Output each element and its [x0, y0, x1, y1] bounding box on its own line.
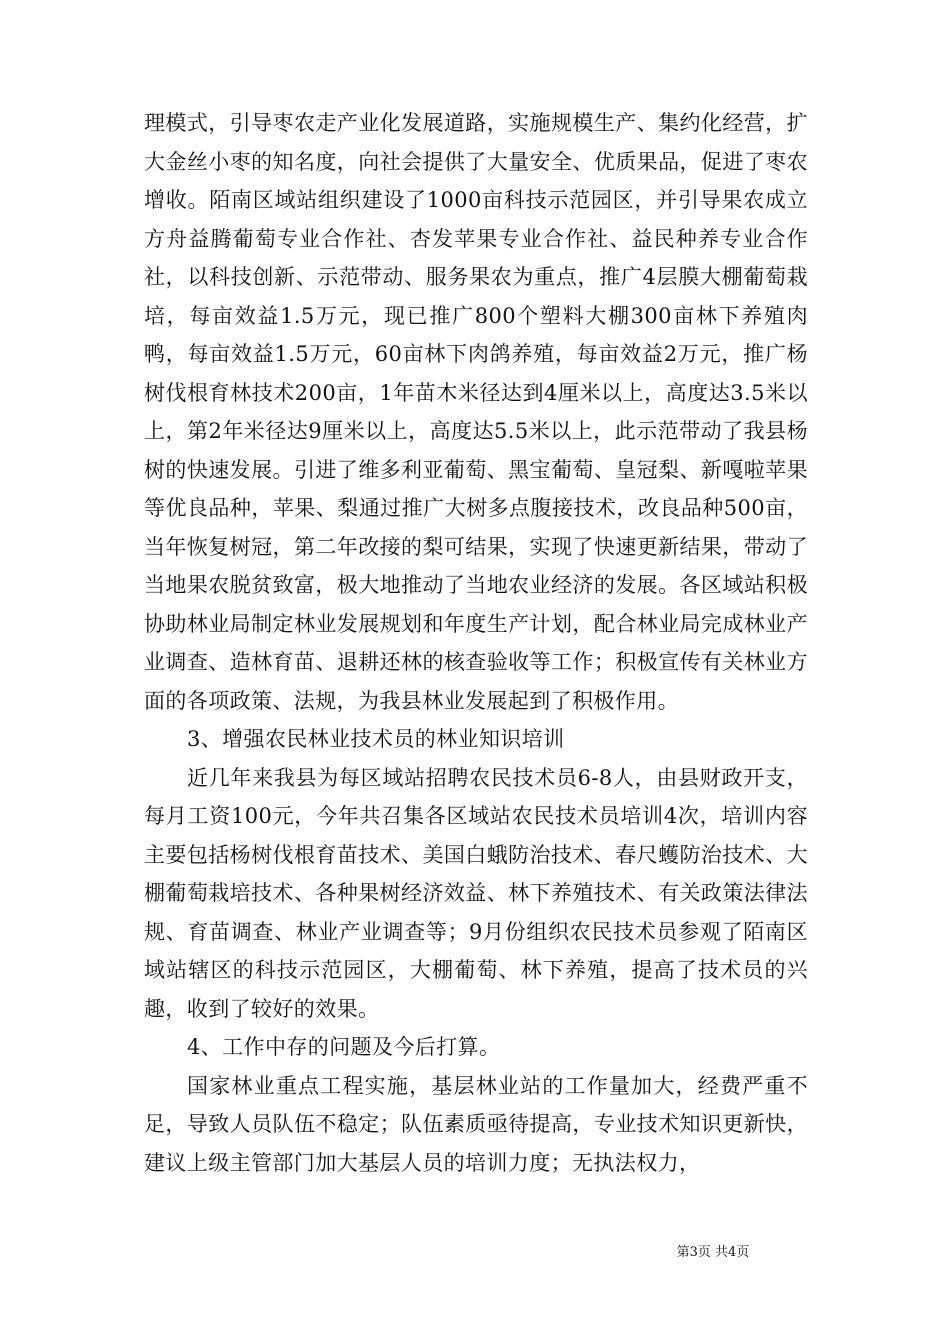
page-footer [0, 1245, 950, 1261]
document-body [144, 104, 808, 1182]
section-heading-problems: 4、工作中存的问题及今后打算。 [187, 1035, 501, 1059]
section-heading-training: 3、增强农民林业技术员的林业知识培训 [187, 727, 565, 751]
paragraph-continued: 理模式，引导枣农走产业化发展道路，实施规模生产、集约化经营，扩大金丝小枣的知名度，向社会提供了大量安全、优质果品，促进了枣农增收。陌南区域站组织建设了1000亩科技示范园区，并引导果农成立方舟益腾葡萄专业合作社、杏发苹果专业合作社、益民种养专业合作社，以科技创新、示范带动、服务果农为重点，推广4层膜大棚葡萄栽培，每亩效益1.5万元，现已推广800个塑料大棚300亩林下养殖肉鸭，每亩效益1.5万元，60亩林下肉鸽养殖，每亩效益2万元，推广杨树伐根育林技术200亩，1年苗木米径达到4厘米以上，高度达3.5米以上，第2年米径达9厘米以上，高度达5.5米以上，此示范带动了我县杨树的快速发展。引进了维多利亚葡萄、黑宝葡萄、皇冠梨、新嘎啦苹果等优良品种，苹果、梨通过推广大树多点腹接技术，改良品种500亩，当年恢复树冠，第二年改接的梨可结果，实现了快速更新结果，带动了当地果农脱贫致富，极大地推动了当地农业经济的发展。各区域站积极协助林业局制定林业发展规划和年度生产计划，配合林业局完成林业产业调查、造林育苗、退耕还林的核查验收等工作；积极宣传有关林业方面的各项政策、法规，为我县林业发展起到了积极作用。 [144, 111, 808, 713]
paragraph-training: 近几年来我县为每区域站招聘农民技术员6-8人，由县财政开支，每月工资100元，今年共召集各区域站农民技术员培训4次，培训内容主要包括杨树伐根育苗技术、美国白蛾防治技术、春尺蠖防治技术、大棚葡萄栽培技术、各种果树经济效益、林下养殖技术、有关政策法律法规、育苗调查、林业产业调查等；9月份组织农民技术员参观了陌南区域站辖区的科技示范园区，大棚葡萄、林下养殖，提高了技术员的兴趣，收到了较好的效果。 [144, 765, 808, 1021]
page-number: 第3页 共4页 [676, 1245, 750, 1260]
paragraph-problems: 国家林业重点工程实施，基层林业站的工作量加大，经费严重不足，导致人员队伍不稳定；队伍素质亟待提高，专业技术知识更新快，建议上级主管部门加大基层人员的培训力度；无执法权力， [144, 1073, 808, 1175]
